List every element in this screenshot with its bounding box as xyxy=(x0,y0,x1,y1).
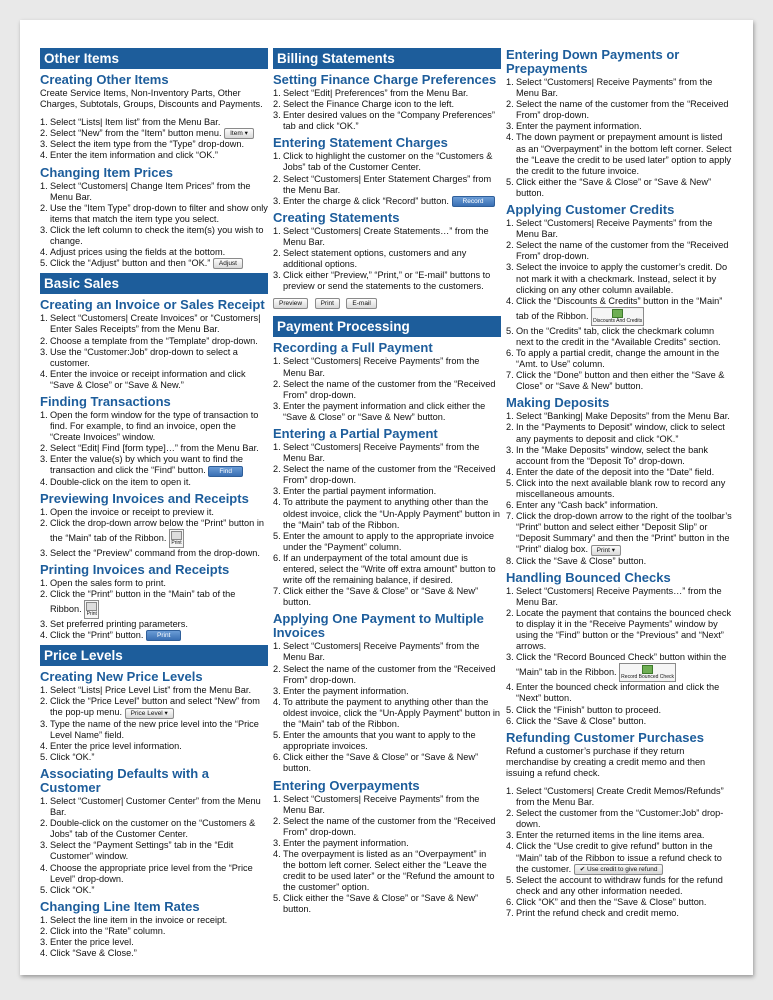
block-full-payment xyxy=(273,341,501,423)
list-item: 1. Select “Customers| Receive Payments…” from the Menu Bar. xyxy=(506,585,722,607)
steps-making-deposits xyxy=(506,411,734,566)
print-button[interactable]: Print xyxy=(146,630,181,641)
list-item: 5. On the “Credits” tab, click the checkmark column next to the credit in the “Available Credits” section. xyxy=(506,325,721,347)
list-item: 3. Set preferred printing parameters. xyxy=(40,619,188,630)
list-item: 3. Enter the returned items in the line items area. xyxy=(506,830,705,841)
item-button[interactable]: Item ▾ xyxy=(224,128,254,139)
list-item: 5. Click “OK.” xyxy=(40,751,95,762)
list-item: 6. If an underpayment of the total amount due is entered, select the “Write off extra amount” button to write off the remaining balance, if desired. xyxy=(273,552,496,586)
block-bounced-checks xyxy=(506,571,734,727)
heading-customer-credits: Applying Customer Credits xyxy=(506,202,675,218)
list-item: 2. Choose a template from the “Template” drop-down. xyxy=(40,335,258,346)
print-icon[interactable]: Print xyxy=(84,600,99,619)
list-item: 1. Select “Banking| Make Deposits” from the Menu Bar. xyxy=(506,411,730,422)
list-item: 3. Type the name of the new price level into the “Price Level Name” field. xyxy=(40,718,259,740)
list-item: 1. Select “Customers| Receive Payments” from the Menu Bar. xyxy=(506,77,713,99)
list-item: 3. Enter the partial payment information. xyxy=(273,486,437,497)
discounts-credits-icon[interactable]: Discounts And Credits xyxy=(591,307,644,326)
steps-full-payment xyxy=(273,356,501,423)
list-item: 1. Select “Customers| Receive Payments” from the Menu Bar. xyxy=(506,218,713,240)
list-item: 3. Enter the payment information. xyxy=(506,121,642,132)
list-item: 4. Enter the bounced check information and click the “Next” button. xyxy=(506,682,720,704)
heading-changing-line-item-rates: Changing Line Item Rates xyxy=(40,898,200,914)
steps-printing xyxy=(40,578,268,641)
heading-partial-payment: Entering a Partial Payment xyxy=(273,425,438,441)
list-item: 4. Enter the invoice or receipt information and click “Save & Close” or “Save & New.” xyxy=(40,368,246,390)
column-3 xyxy=(506,48,734,923)
block-customer-credits xyxy=(506,203,734,392)
block-creating-other-items xyxy=(40,73,268,162)
block-statement-charges xyxy=(273,136,501,206)
list-item: 2. In the “Payments to Deposit” window, click to select any payments to deposit and click “OK.” xyxy=(506,422,725,444)
list-item: 3. Enter desired values on the “Company Preferences” tab and click “OK.” xyxy=(273,110,495,132)
list-item: 3. Enter the value(s) by which you want to find the transaction and click the “Find” button. Find xyxy=(40,454,244,476)
list-item: 4. Enter the item information and click “OK.” xyxy=(40,150,218,161)
statement-buttons xyxy=(273,294,501,312)
list-item: 6. Click the “Save & Close” button. xyxy=(506,715,647,726)
list-item: 4. Click the “Discounts & Credits” button in the “Main” tab of the Ribbon. Discounts And Credits xyxy=(506,295,723,324)
heading-down-payments: Entering Down Payments or Prepayments xyxy=(506,47,680,76)
list-item: 2. Select the name of the customer from the “Received From” drop-down. xyxy=(273,378,496,400)
list-item: 3. Enter the payment information. xyxy=(273,685,409,696)
list-item: 3. Click either “Preview,” “Print,” or “E-mail” buttons to preview or send the statements to the customers. xyxy=(273,270,491,292)
reference-page xyxy=(20,20,753,975)
steps-customer-credits xyxy=(506,218,734,392)
list-item: 2. Locate the payment that contains the bounced check to display it in the “Receive Payments” window by using the “Find” button or the “Previous” and “Next” arrows. xyxy=(506,607,732,652)
steps-creating-price-levels xyxy=(40,685,268,763)
list-item: 4. Click the “Use credit to give refund” button in the “Main” tab of the Ribbon to issue a refund check to the customer. ✔ Use credit to give refund xyxy=(506,841,722,874)
list-item: 7. Click the drop-down arrow to the right of the toolbar’s “Print” button and select either “Deposit Slip” or “Deposit Summary” and then the “Print” button in the “Print” dialog box. Print ▾ xyxy=(506,511,732,555)
list-item: 1. Open the invoice or receipt to preview it. xyxy=(40,506,214,517)
heading-associating-defaults: Associating Defaults with a Customer xyxy=(40,765,210,795)
list-item: 2. Select the name of the customer from the “Received From” drop-down. xyxy=(506,99,729,121)
list-item: 5. Click either the “Save & Close” or “Save & New” button. xyxy=(273,893,479,915)
list-item: 5. Enter the amount to apply to the appropriate invoice under the “Payment” column. xyxy=(273,530,494,552)
heading-creating-price-levels: Creating New Price Levels xyxy=(40,669,203,685)
use-credit-refund-button[interactable]: ✔ Use credit to give refund xyxy=(574,864,664,875)
list-item: 1. Select “Customer| Customer Center” from the Menu Bar. xyxy=(40,795,261,818)
steps-creating-other-items xyxy=(40,117,268,161)
intro-creating-other-items: Create Service Items, Non-Inventory Parts, Other Charges, Subtotals, Groups, Discounts and Payments. xyxy=(40,88,263,110)
list-item: 1. Open the form window for the type of transaction to find. For example, to find an invoice, open the “Create Invoices” window. xyxy=(40,409,259,443)
list-item: 6. Click “OK” and then the “Save & Close” button. xyxy=(506,896,707,907)
steps-previewing xyxy=(40,507,268,559)
list-item: 8. Click the “Save & Close” button. xyxy=(506,555,647,566)
list-item: 5. Click into the next available blank row to record any miscellaneous amounts. xyxy=(506,477,726,499)
list-item: 3. Select the “Payment Settings” tab in the “Edit Customer” window. xyxy=(40,840,234,862)
list-item: 7. Click the “Done” button and then either the “Save & Close” or “Save & New” button. xyxy=(506,370,725,392)
list-item: 1. Select “Customers| Receive Payments” from the Menu Bar. xyxy=(273,641,480,663)
list-item: 1. Select the line item in the invoice or receipt. xyxy=(40,914,228,925)
list-item: 1. Select “Customers| Create Credit Memos/Refunds” from the Menu Bar. xyxy=(506,785,724,808)
list-item: 6. To apply a partial credit, change the amount in the “Amt. to Use” column. xyxy=(506,347,720,370)
heading-finding-transactions: Finding Transactions xyxy=(40,393,171,409)
list-item: 3. Select the invoice to apply the customer’s credit. Do not mark it with a checkmark. Instead, select it by clicking on any other column available. xyxy=(506,262,728,295)
list-item: 3. Enter the payment information. xyxy=(273,837,409,848)
heading-previewing: Previewing Invoices and Receipts xyxy=(40,490,249,506)
steps-changing-item-prices xyxy=(40,181,268,270)
list-item: 1. Click to highlight the customer on the “Customers & Jobs” tab of the Customer Center. xyxy=(273,151,493,173)
block-associating-defaults xyxy=(40,767,268,896)
list-item: 1. Select “Customers| Create Statements…” from the Menu Bar. xyxy=(273,225,489,247)
heading-creating-other-items: Creating Other Items xyxy=(40,72,169,87)
list-item: 5. Click either the “Save & Close” or “Save & New” button. xyxy=(506,176,712,198)
list-item: 2. Select the name of the customer from the “Received From” drop-down. xyxy=(273,663,496,685)
list-item: 2. Click the “Print” button in the “Main” tab of the Ribbon. Print xyxy=(40,589,236,618)
find-button[interactable]: Find xyxy=(208,466,243,477)
section-other-items: Other Items xyxy=(40,48,268,69)
list-item: 1. Select “Customers| Receive Payments” from the Menu Bar. xyxy=(273,356,480,378)
list-item: 4. To attribute the payment to anything other than the oldest invoice, click the “Un-Apply Payment” button in the “Main” tab of the Ribbon. xyxy=(273,497,501,530)
list-item: 2. Select the customer from the “Customer:Job” drop-down. xyxy=(506,808,724,830)
block-changing-item-prices xyxy=(40,166,268,270)
list-item: 1. Select “Lists| Item list” from the Menu Bar. xyxy=(40,117,221,128)
heading-creating-statements: Creating Statements xyxy=(273,209,400,225)
print-icon[interactable]: Print xyxy=(169,529,184,548)
list-item: 2. Select “Customers| Enter Statement Charges” from the Menu Bar. xyxy=(273,173,492,195)
email-button[interactable]: E-mail xyxy=(346,298,376,309)
list-item: 4. Click “Save & Close.” xyxy=(40,948,137,959)
steps-refunding-purchases xyxy=(506,786,734,919)
heading-overpayments: Entering Overpayments xyxy=(273,777,420,793)
list-item: 3. Click the “Record Bounced Check” button within the “Main” tab in the Ribbon. Record Bounced Check xyxy=(506,652,727,681)
list-item: 5. Click the “Adjust” button and then “OK.” Adjust xyxy=(50,258,268,269)
list-item: 1. Select “Lists| Price Level List” from the Menu Bar. xyxy=(40,685,252,696)
block-finding-transactions xyxy=(40,395,268,488)
steps-one-payment-multiple xyxy=(273,641,501,774)
list-item: 2. Select “Edit| Find [form type]…” from the Menu Bar. xyxy=(40,443,259,454)
block-refunding-purchases xyxy=(506,731,734,919)
list-item: 5. Click “OK.” xyxy=(40,884,95,895)
list-item: 3. Click the left column to check the item(s) you wish to change. xyxy=(40,224,264,247)
list-item: 3. Select the “Preview” command from the drop-down. xyxy=(40,547,260,558)
list-item: 3. Enter the price level. xyxy=(40,936,134,947)
list-item: 4. Choose the appropriate price level from the “Price Level” drop-down. xyxy=(40,862,253,884)
list-item: 6. Enter any “Cash back” information. xyxy=(506,500,658,511)
list-item: 6. Click either the “Save & Close” or “Save & New” button. xyxy=(273,752,479,774)
print-dropdown-button[interactable]: Print ▾ xyxy=(591,545,621,556)
list-item: 4. To attribute the payment to anything other than the oldest invoice, click the “Un-Apply Payment” button in the “Main” tab of the Ribbon. xyxy=(273,696,501,730)
list-item: 2. Click the drop-down arrow below the “Print” button in the “Main” tab of the Ribbon. Print xyxy=(40,517,264,546)
heading-full-payment: Recording a Full Payment xyxy=(273,340,433,356)
column-2 xyxy=(273,48,501,920)
list-item: 3. Enter the charge & click “Record” button. Record xyxy=(283,196,501,207)
list-item: 4. Adjust prices using the fields at the bottom. xyxy=(40,247,226,258)
list-item: 2. Select the name of the customer from the “Received From” drop-down. xyxy=(506,240,729,262)
adjust-button[interactable]: Adjust xyxy=(213,258,243,269)
steps-changing-line-item-rates xyxy=(40,915,268,959)
list-item: 1. Select “Edit| Preferences” from the Menu Bar. xyxy=(273,88,469,98)
list-item: 2. Select “New” from the “Item” button menu. Item ▾ xyxy=(50,128,268,139)
list-item: 1. Select “Customers| Receive Payments” from the Menu Bar. xyxy=(273,793,480,815)
list-item: 1. Select “Customers| Create Invoices” or “Customers| Enter Sales Receipts” from the Menu Bar. xyxy=(40,313,261,335)
steps-partial-payment xyxy=(273,442,501,608)
heading-creating-invoice: Creating an Invoice or Sales Receipt xyxy=(40,297,265,313)
list-item: 4. Double-click on the item to open it. xyxy=(40,476,191,487)
intro-refunding-purchases: Refund a customer’s purchase if they return merchandise by creating a credit memo and then issuing a refund check. xyxy=(506,745,706,778)
price-level-button[interactable]: Price Level ▾ xyxy=(125,708,174,719)
list-item: 2. Select the name of the customer from the “Received From” drop-down. xyxy=(273,464,496,486)
list-item: 2. Click into the “Rate” column. xyxy=(40,925,166,936)
steps-overpayments xyxy=(273,794,501,916)
block-previewing xyxy=(40,492,268,559)
steps-associating-defaults xyxy=(40,796,268,896)
list-item: 4. The overpayment is listed as an “Overpayment” in the bottom left corner. Select either the “Leave the credit to be used later” or the “Refund the amount to the customer” option. xyxy=(273,848,495,893)
list-item: 5. Click the “Finish” button to proceed. xyxy=(506,704,662,715)
steps-statement-charges xyxy=(273,151,501,206)
block-overpayments xyxy=(273,779,501,916)
section-payment-processing: Payment Processing xyxy=(273,316,501,337)
steps-bounced-checks xyxy=(506,586,734,727)
list-item: 2. Select statement options, customers and any additional options. xyxy=(273,248,467,270)
list-item: 2. Click the “Price Level” button and select “New” from the pop-up menu. Price Level ▾ xyxy=(40,696,260,718)
steps-creating-statements xyxy=(273,226,501,293)
heading-one-payment-multiple: Applying One Payment to Multiple Invoices xyxy=(273,611,484,641)
block-finance-charge xyxy=(273,73,501,132)
list-item: 5. Enter the amounts that you want to apply to the appropriate invoices. xyxy=(273,730,476,752)
list-item: 3. Enter the payment information and click either the “Save & Close” or “Save & New” button. xyxy=(273,400,486,422)
block-printing xyxy=(40,563,268,641)
list-item: 2. Use the “Item Type” drop-down to filter and show only items that match the item type you select. xyxy=(40,202,268,224)
steps-finance-charge xyxy=(273,88,501,132)
preview-button[interactable]: Preview xyxy=(273,298,308,309)
list-item: 7. Click either the “Save & Close” or “Save & New” button. xyxy=(273,586,479,608)
block-down-payments xyxy=(506,48,734,199)
steps-finding-transactions xyxy=(40,410,268,488)
block-one-payment-multiple xyxy=(273,612,501,774)
list-item: 2. Select the Finance Charge icon to the left. xyxy=(273,99,455,110)
steps-down-payments xyxy=(506,77,734,199)
list-item: 7. Print the refund check and credit memo. xyxy=(506,908,679,918)
column-1 xyxy=(40,48,268,963)
list-item: 1. Select “Customers| Receive Payments” from the Menu Bar. xyxy=(273,441,480,464)
list-item: 3. In the “Make Deposits” window, select the bank account from the “Deposit To” drop-down. xyxy=(506,444,709,466)
heading-making-deposits: Making Deposits xyxy=(506,395,610,411)
list-item: 2. Double-click on the customer on the “Customers & Jobs” tab of the Customer Center. xyxy=(40,818,256,840)
heading-refunding-purchases: Refunding Customer Purchases xyxy=(506,729,704,745)
list-item: 2. Select the name of the customer from the “Received From” drop-down. xyxy=(273,815,496,837)
record-button[interactable]: Record xyxy=(452,196,495,207)
heading-printing: Printing Invoices and Receipts xyxy=(40,561,230,577)
list-item: 3. Use the “Customer:Job” drop-down to select a customer. xyxy=(40,346,238,368)
record-bounced-check-icon[interactable]: Record Bounced Check xyxy=(619,663,676,682)
list-item: 4. Enter the price level information. xyxy=(40,740,182,751)
print-button[interactable]: Print xyxy=(315,298,340,309)
block-creating-invoice xyxy=(40,298,268,391)
heading-changing-item-prices: Changing Item Prices xyxy=(40,164,173,180)
heading-statement-charges: Entering Statement Charges xyxy=(273,135,448,151)
list-item: 5. Select the account to withdraw funds for the refund check and any other information needed. xyxy=(506,874,723,896)
block-partial-payment xyxy=(273,427,501,608)
list-item: 1. Select “Customers| Change Item Prices” from the Menu Bar. xyxy=(40,180,251,202)
block-creating-price-levels xyxy=(40,670,268,763)
section-basic-sales: Basic Sales xyxy=(40,273,268,294)
list-item: 4. Enter the date of the deposit into the “Date” field. xyxy=(506,466,715,477)
block-creating-statements xyxy=(273,211,501,313)
block-making-deposits xyxy=(506,396,734,566)
section-billing-statements: Billing Statements xyxy=(273,48,501,69)
steps-creating-invoice xyxy=(40,313,268,391)
list-item: 4. Click the “Print” button. Print xyxy=(50,630,268,641)
block-changing-line-item-rates xyxy=(40,900,268,959)
heading-bounced-checks: Handling Bounced Checks xyxy=(506,569,671,585)
section-price-levels: Price Levels xyxy=(40,645,268,666)
list-item: 4. The down payment or prepayment amount is listed as an “Overpayment” in the bottom left corner. Select the “Leave the credit to be used later” option to apply the credit to the future invoice. xyxy=(506,132,732,176)
list-item: 3. Select the item type from the “Type” drop-down. xyxy=(40,139,245,150)
heading-finance-charge: Setting Finance Charge Preferences xyxy=(273,72,497,87)
list-item: 1. Open the sales form to print. xyxy=(40,577,166,588)
